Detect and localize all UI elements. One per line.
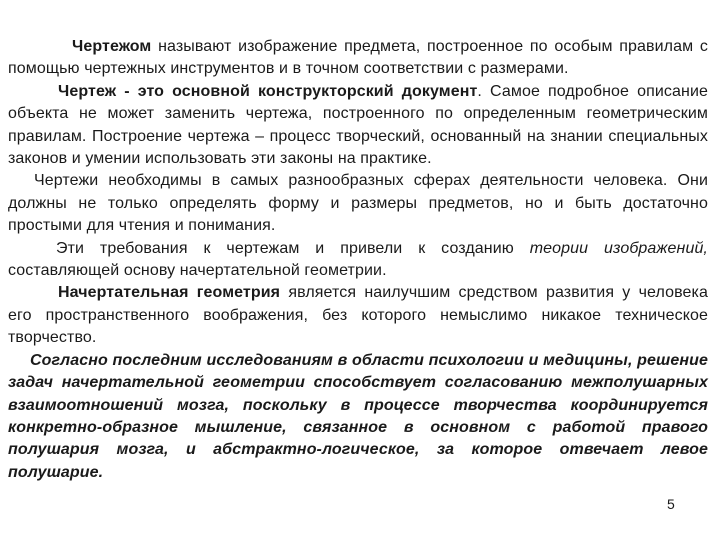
paragraph-necessity bbox=[8, 170, 708, 237]
paragraph-main-document bbox=[8, 81, 708, 171]
paragraph-definition bbox=[8, 36, 708, 81]
document-body bbox=[8, 36, 708, 484]
term-image-theory: теории изображений, bbox=[529, 239, 708, 257]
paragraph-necessity-text: Чертежи необходимы в самых разнообразных сферах деятельности человека. Они должны не только определять форму и размеры предметов, но и быть достаточно простыми для чтения и понимания. bbox=[8, 172, 708, 235]
paragraph-definition-text: называют изображение предмета, построенное по особым правилам с помощью чертежных инструментов и в точном соответствии с размерами. bbox=[8, 38, 708, 78]
paragraph-requirements-before: Эти требования к чертежам и привели к созданию bbox=[56, 239, 530, 257]
term-main-document: Чертеж - это основной конструкторский документ bbox=[58, 82, 478, 100]
term-descriptive-geometry: Начертательная геометрия bbox=[58, 284, 281, 302]
paragraph-research bbox=[8, 350, 708, 484]
paragraph-requirements bbox=[8, 238, 708, 283]
term-chertezhom: Чертежом bbox=[72, 38, 152, 55]
paragraph-descriptive-geometry bbox=[8, 282, 708, 349]
paragraph-descriptive-geometry-text: является наилучшим средством развития у человека его пространственного воображения, без которого немыслимо никакое техническое творчество. bbox=[8, 284, 709, 347]
page-number: 5 bbox=[667, 496, 675, 512]
paragraph-requirements-after: составляющей основу начертательной геометрии. bbox=[8, 262, 387, 280]
paragraph-main-document-text: . Самое подробное описание объекта не может заменить чертежа, построенного по определенным геометрическим правилам. Построение чертежа – процесс творческий, основанный на знании специальных законов и умении использовать эти законы на практике. bbox=[8, 82, 708, 168]
paragraph-research-text: Согласно последним исследованиям в области психологии и медицины, решение задач начертательной геометрии способствует согласованию межполушарных взаимоотношений мозга, поскольку в процессе творчества координируется конкретно-образное мышление, связанное в основном с работой правого полушария мозга, и абстрактно-логическое, за которое отвечает левое полушарие. bbox=[8, 351, 708, 481]
